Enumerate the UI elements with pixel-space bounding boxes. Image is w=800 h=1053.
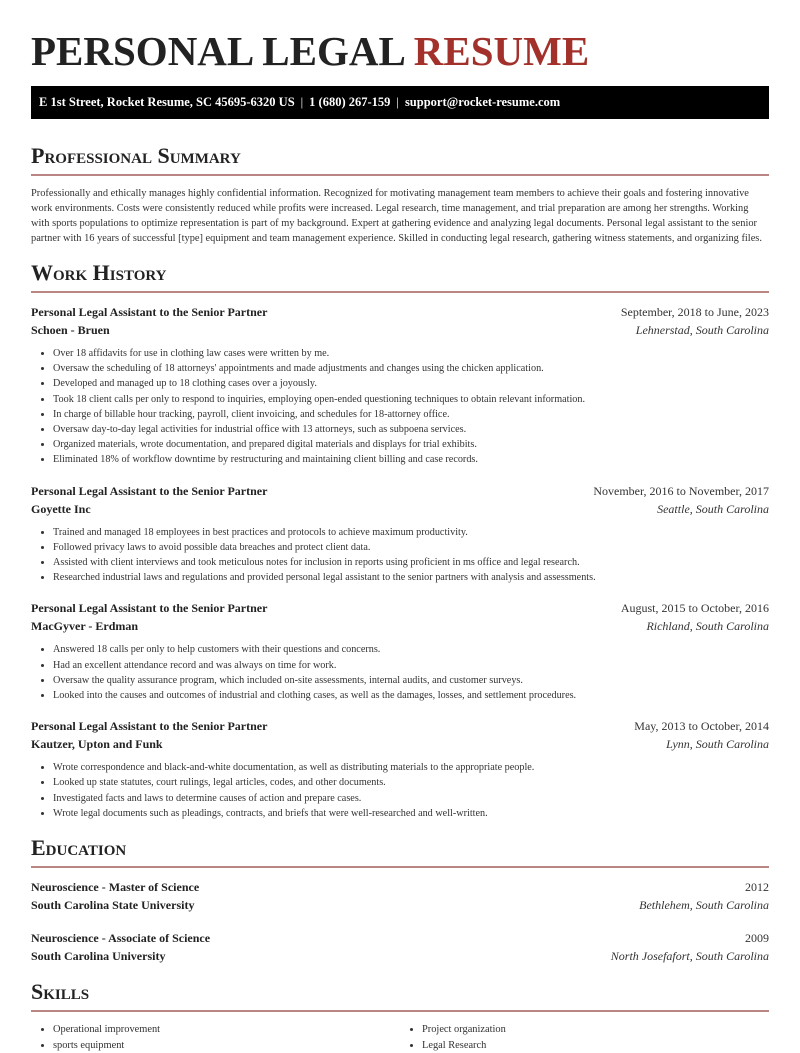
- job-bullet: • Wrote legal documents such as pleadings, contracts, and briefs that were well-researched and well-written.: [53, 806, 769, 821]
- skill-item: • Legal Research: [422, 1038, 769, 1053]
- job-dates: September, 2018 to June, 2023: [620, 305, 769, 319]
- job-dates: August, 2015 to October, 2016: [620, 601, 769, 616]
- job-title: Personal Legal Assistant to the Senior Partner: [31, 719, 268, 734]
- graduation-year: 2012: [745, 880, 769, 895]
- section-divider: [31, 174, 769, 176]
- job-bullet: • Wrote correspondence and black-and-white documentation, as well as distributing materials to the appropriate people.: [53, 760, 769, 775]
- job-bullet: • Took 18 client calls per only to respond to inquiries, employing open-ended questioning techniques to obtain relevant information.: [53, 392, 769, 407]
- job-entry: [31, 717, 769, 821]
- summary-section: [31, 143, 769, 246]
- section-title-skills: Skills: [31, 979, 90, 1005]
- job-bullet: • Developed and managed up to 18 clothing cases over a joyously.: [53, 376, 769, 391]
- job-bullet: • Followed privacy laws to avoid possible data breaches and protect client data.: [53, 540, 769, 555]
- education-entry: [31, 878, 769, 914]
- title-accent: RESUME: [413, 28, 590, 74]
- job-bullet: • In charge of billable hour tracking, payroll, client invoicing, and schedules for 18-attorney office.: [53, 407, 769, 422]
- summary-text: Professionally and ethically manages highly confidential information. Recognized for motivating management team members to achieve their goals and fostering innovative work environments. Costs were consistently reduced while profits were increased. Legal research, time management, and trial preparation are among her strengths. Working with sports populations to optimize representation is part of my background. Expert at gathering evidence and analyzing legal documents. Personal legal assistant to the senior partner with 16 years of successful [type] equipment and team management experience. Skilled in conducting legal research, gathering witness statements, and organizing files.: [31, 188, 762, 244]
- contact-bar: [31, 86, 769, 119]
- section-divider: [31, 1010, 769, 1012]
- job-bullets: [31, 760, 769, 821]
- job-entry: [31, 599, 769, 703]
- job-bullet: • Oversaw day-to-day legal activities for industrial office with 13 attorneys, such as subpoena services.: [53, 422, 769, 437]
- skills-column-right: [400, 1022, 769, 1053]
- school-location: Bethlehem, South Carolina: [639, 898, 769, 913]
- job-entry: [31, 482, 769, 586]
- skill-item: • sports equipment: [53, 1038, 400, 1053]
- job-dates: May, 2013 to October, 2014: [634, 719, 769, 734]
- job-bullets: [31, 525, 769, 586]
- job-company: Kautzer, Upton and Funk: [31, 737, 163, 752]
- contact-address: E 1st Street, Rocket Resume, SC 45695-6320 US: [39, 95, 295, 109]
- job-bullet: • Investigated facts and laws to determine causes of action and prepare cases.: [53, 791, 769, 806]
- job-bullet: • Looked into the causes and outcomes of industrial and clothing cases, as well as the damages, losses, and settlement procedures.: [53, 688, 769, 703]
- job-bullet: • Looked up state statutes, court rulings, legal articles, codes, and other documents.: [53, 775, 769, 790]
- graduation-year: 2009: [745, 931, 769, 946]
- job-bullet: • Trained and managed 18 employees in best practices and protocols to achieve maximum productivity.: [53, 525, 769, 540]
- job-bullet: • Assisted with client interviews and took meticulous notes for inclusion in reports using proficient in ms office and legal research.: [53, 555, 769, 570]
- skills-column-left: [31, 1022, 400, 1053]
- skill-item: • Operational improvement: [53, 1022, 400, 1038]
- skills-section: [31, 979, 769, 1053]
- job-bullets: [31, 346, 769, 468]
- job-title: Personal Legal Assistant to the Senior Partner: [31, 483, 268, 498]
- job-location: Richland, South Carolina: [646, 619, 769, 634]
- job-location: Seattle, South Carolina: [657, 501, 769, 516]
- job-bullet: • Over 18 affidavits for use in clothing law cases were written by me.: [53, 346, 769, 361]
- job-company: Schoen - Bruen: [31, 323, 110, 337]
- work-history-section: [31, 260, 769, 821]
- section-title-summary: Professional Summary: [31, 143, 241, 168]
- job-bullet: • Answered 18 calls per only to help customers with their questions and concerns.: [53, 642, 769, 657]
- job-bullet: • Researched industrial laws and regulations and provided personal legal assistant to the senior partners with analysis and assessments.: [53, 570, 769, 585]
- resume-title: [31, 0, 769, 74]
- job-title: Personal Legal Assistant to the Senior Partner: [31, 305, 268, 319]
- section-divider: [31, 866, 769, 868]
- job-bullet: • Oversaw the scheduling of 18 attorneys' appointments and made adjustments and changes using the chicken application.: [53, 361, 769, 376]
- job-title: Personal Legal Assistant to the Senior Partner: [31, 601, 268, 616]
- job-company: Goyette Inc: [31, 501, 91, 516]
- section-divider: [31, 291, 769, 293]
- job-bullet: • Organized materials, wrote documentation, and prepared digital materials and displays for trial exhibits.: [53, 437, 769, 452]
- job-bullets: [31, 642, 769, 703]
- job-location: Lehnerstad, South Carolina: [635, 323, 769, 337]
- section-title-work-history: Work History: [31, 260, 167, 285]
- contact-phone: 1 (680) 267-159: [309, 95, 391, 109]
- job-bullet: • Had an excellent attendance record and was always on time for work.: [53, 658, 769, 673]
- degree: Neuroscience - Associate of Science: [31, 931, 211, 946]
- skill-item: • Project organization: [422, 1022, 769, 1038]
- job-entry: [31, 303, 769, 468]
- title-main: PERSONAL LEGAL: [31, 28, 404, 74]
- contact-separator: |: [300, 95, 304, 109]
- contact-email[interactable]: support@rocket-resume.com: [404, 95, 561, 109]
- education-section: [31, 835, 769, 965]
- job-bullet: • Eliminated 18% of workflow downtime by restructuring and maintaining client billing and case records.: [53, 452, 769, 467]
- job-dates: November, 2016 to November, 2017: [593, 483, 769, 498]
- degree: Neuroscience - Master of Science: [31, 880, 200, 895]
- job-company: MacGyver - Erdman: [31, 619, 139, 634]
- school-location: North Josefafort, South Carolina: [610, 949, 769, 964]
- school: South Carolina University: [31, 949, 166, 964]
- job-location: Lynn, South Carolina: [666, 737, 769, 752]
- school: South Carolina State University: [31, 898, 195, 913]
- education-entry: [31, 929, 769, 965]
- contact-separator: |: [396, 95, 399, 109]
- skills-columns: [31, 1022, 769, 1053]
- section-title-education: Education: [31, 835, 127, 861]
- job-bullet: • Oversaw the quality assurance program, which included on-site assessments, internal audits, and customer surveys.: [53, 673, 769, 688]
